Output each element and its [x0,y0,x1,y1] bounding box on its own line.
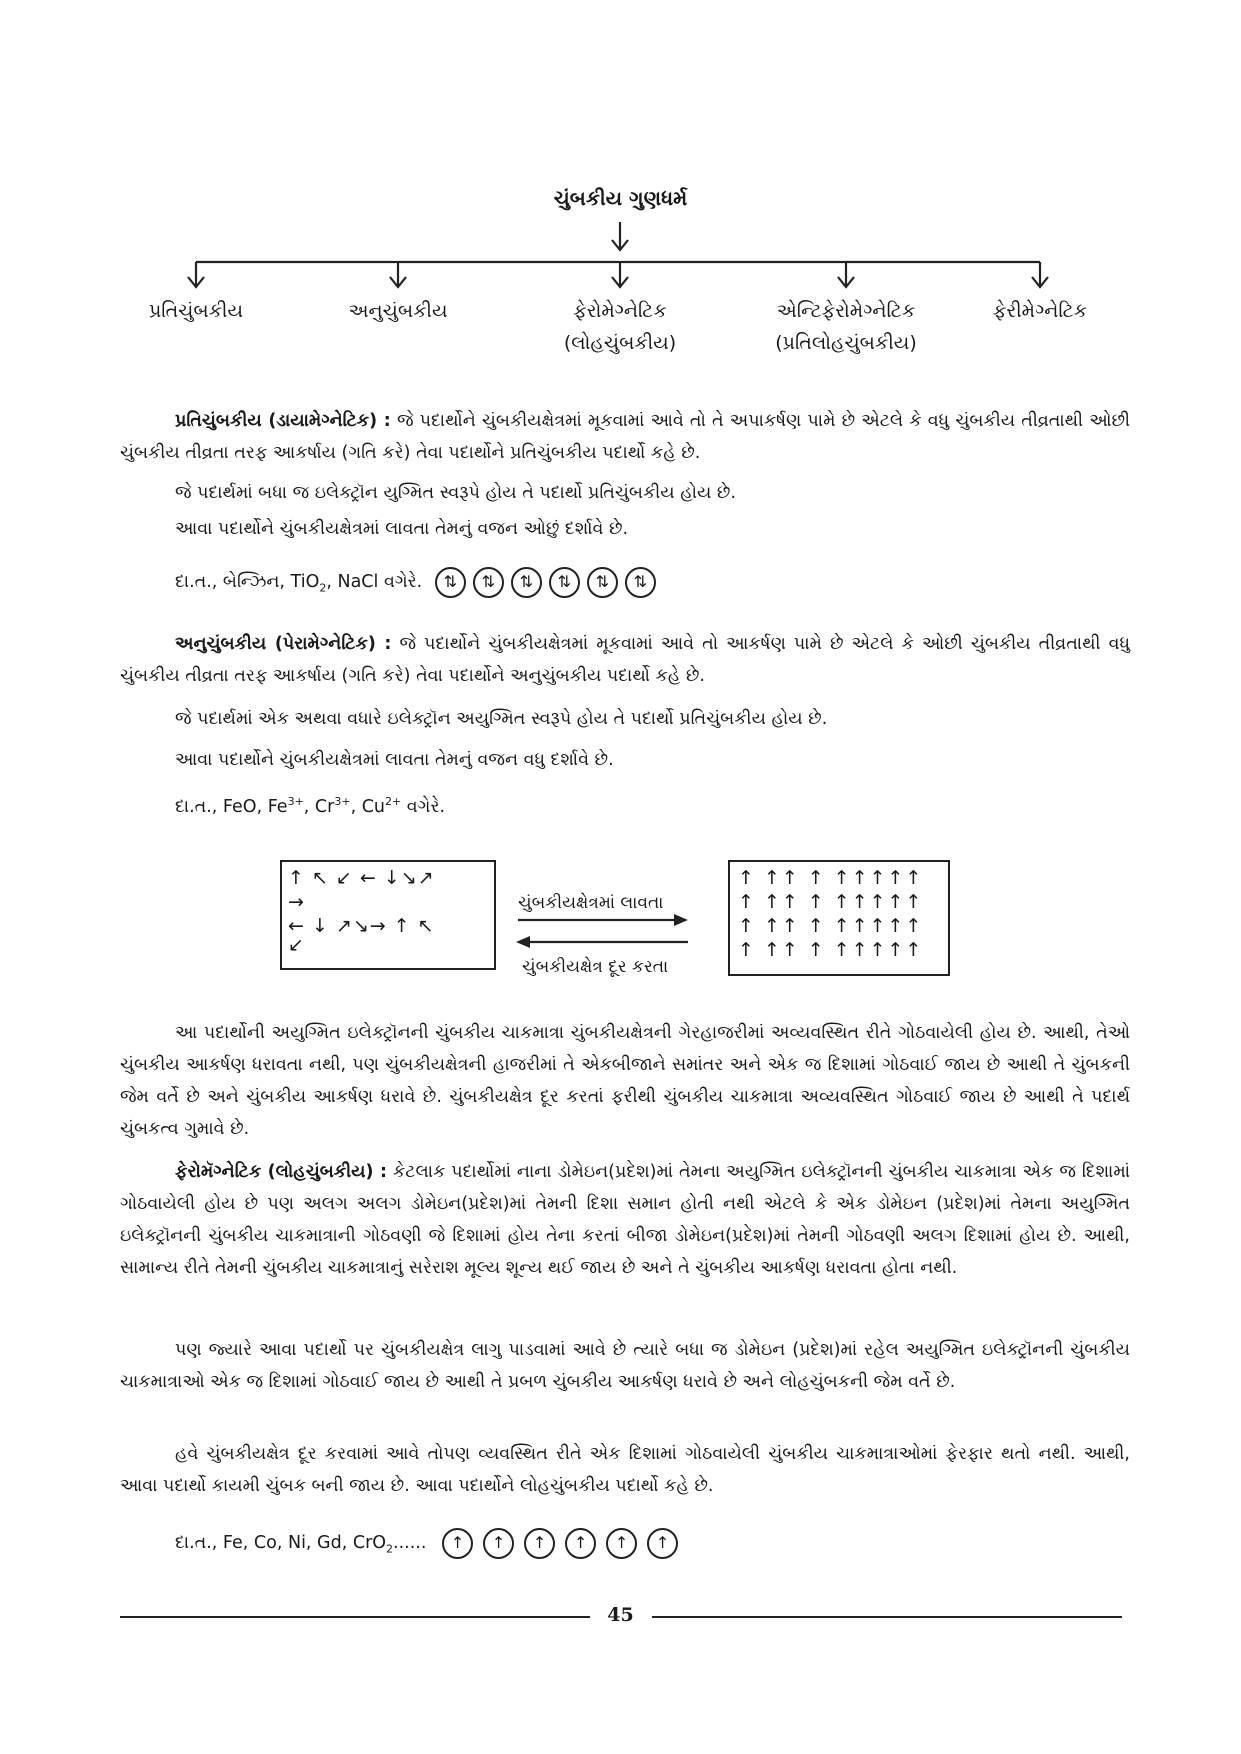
paired-spin-icon: ⇅ [549,567,580,598]
ferromagnetic-paragraph-2: પણ જ્યારે આવા પદાર્થો પર ચુંબકીયક્ષેત્ર લાગુ પાડવામાં આવે છે ત્યારે બધા જ ડોમેઇન (પ્રદેશ)માં રહેલ અયુગ્મિત ઇલેક્ટ્રૉનની ચુંબકીય ચાકમાત્રાઓ એક જ દિશામાં ગોઠવાઈ જાય છે આથી તે પ્રબળ ચુંબકીય આકર્ષણ ધરાવે છે અને લોહચુંબકની જેમ વર્તે છે. [120,1340,1130,1392]
up-spin-icon: ↑ [524,1528,555,1559]
paired-spin-icon: ⇅ [435,567,466,598]
category-ferrimagnetic: ફેરીમેગ્નેટિક [992,300,1088,322]
category-antiferromagnetic: એન્ટિફેરોમેગ્નેટિક (પ્રતિલોહચુંબકીય) [775,300,917,354]
paramagnetic-example: દા.ત., FeO, $Fe^{3+}$, $Cr^{3+}$, $Cu^{2+}$ વગેરે. [175,795,446,817]
paired-spin-icon: ⇅ [473,567,504,598]
paramagnetic-line-1: જે પદાર્થમાં એક અથવા વધારે ઇલેક્ટ્રૉન અયુગ્મિત સ્વરૂપે હોય તે પદાર્થો પ્રતિચુંબકીય હોય છે. [175,709,828,729]
ferromagnetic-example: દા.ત., Fe, Co, Ni, Gd, CrO$_2$...... ↑ ↑ ↑ ↑ ↑ ↑ [175,1527,678,1566]
up-spin-icon: ↑ [606,1528,637,1559]
tree-connectors [0,0,1241,300]
diamagnetic-paragraph: પ્રતિચુંબકીય (ડાયામેગ્નેટિક) : જે પદાર્થોને ચુંબકીયક્ષેત્રમાં મૂકવામાં આવે તો તે અપાકર્ષણ પામે છે એટલે કે વધુ ચુંબકીય તીવ્રતાથી ઓછી ચુંબકીય તીવ્રતા તરફ આકર્ષાય (ગતિ કરે) તેવા પદાર્થોને પ્રતિચુંબકીય પદાર્થો કહે છે. [120,411,1130,463]
ferromagnetic-paragraph-1: ફેરોમૅગ્નેટિક (લોહચુંબકીય) : કેટલાક પદાર્થોમાં નાના ડોમેઇન(પ્રદેશ)માં તેમના અયુગ્મિત ઇલેક્ટ્રૉનની ચુંબકીય ચાકમાત્રા એક જ દિશામાં ગોઠવાયેલી હોય છે પણ અલગ અલગ ડોમેઇન(પ્રદેશ)માં તેમની દિશા સમાન હોતી નથી એટલે કે એક ડોમેઇન (પ્રદેશ)માં તેમના અયુગ્મિત ઇલેક્ટ્રૉનની ચુંબકીય ચાકમાત્રાની ગોઠવણી જે દિશામાં હોય તેના કરતાં બીજા ડોમેઇન(પ્રદેશ)માં તેમની ગોઠવણી અલગ દિશામાં હોય છે. આથી, સામાન્ય રીતે તેમની ચુંબકીય ચાકમાત્રાનું સરેરાશ મૂલ્ય શૂન્ય થઈ જાય છે અને તે ચુંબકીય આકર્ષણ ધરાવતા હોતા નથી. [120,1162,1130,1278]
paired-spin-icon: ⇅ [587,567,618,598]
diamagnetic-line-1: જે પદાર્થમાં બધા જ ઇલેક્ટ્રૉન યુગ્મિત સ્વરૂપે હોય તે પદાર્થો પ્રતિચુંબકીય હોય છે. [175,483,737,503]
paired-spin-icon: ⇅ [511,567,542,598]
page-number: 45 [607,1604,634,1626]
ferromagnetic-heading: ફેરોમૅગ્નેટિક (લોહચુંબકીય) : [175,1162,387,1182]
category-ferromagnetic: ફેરોમેગ્નેટિક (લોહચુંબકીય) [563,300,677,354]
ferromagnetic-paragraph-3: હવે ચુંબકીયક્ષેત્ર દૂર કરવામાં આવે તોપણ વ્યવસ્થિત રીતે એક દિશામાં ગોઠવાયેલી ચુંબકીય ચાકમાત્રાઓમાં ફેરફાર થતો નથી. આથી, આવા પદાર્થો કાયમી ચુંબક બની જાય છે. આવા પદાર્થોને લોહચુંબકીય પદાર્થો કહે છે. [120,1444,1130,1496]
footer-rule-right [652,1616,1122,1618]
paramagnetic-heading: અનુચુંબકીય (પેરામેગ્નેટિક) : [175,634,392,654]
paired-spin-icon: ⇅ [625,567,656,598]
apply-field-label: ચુંબકીયક્ષેત્રમાં લાવતા [518,893,664,913]
paramagnetic-paragraph: અનુચુંબકીય (પેરામેગ્નેટિક) : જે પદાર્થોને ચુંબકીયક્ષેત્રમાં મૂકવામાં આવે તો આકર્ષણ પામે છે એટલે કે ઓછી ચુંબકીય તીવ્રતાથી વધુ ચુંબકીય તીવ્રતા તરફ આકર્ષાય (ગતિ કરે) તેવા પદાર્થોને અનુચુંબકીય પદાર્થો કહે છે. [120,634,1130,686]
diamagnetic-line-2: આવા પદાર્થોને ચુંબકીયક્ષેત્રમાં લાવતા તેમનું વજન ઓછું દર્શાવે છે. [175,519,629,539]
up-spin-icon: ↑ [483,1528,514,1559]
aligned-spins-box: ↑ ↑↑ ↑ ↑↑↑↑↑ ↑ ↑↑ ↑ ↑↑↑↑↑ ↑ ↑↑ ↑ ↑↑↑↑↑ ↑ ↑↑ ↑ ↑↑↑↑↑ [728,860,950,976]
paired-spin-circles [428,572,656,592]
category-diamagnetic: પ્રતિચુંબકીય [148,300,244,322]
category-paramagnetic: અનુચુંબકીય [348,300,448,322]
random-spins-box: ↑ ↖ ↙ ← ↓↘↗ → ← ↓ ↗↘→ ↑ ↖ ↙ [280,860,496,970]
diamagnetic-heading: પ્રતિચુંબકીય (ડાયામેગ્નેટિક) : [175,411,391,431]
tree-title: ચુંબકીય ગુણધર્મ [553,186,688,210]
up-spin-icon: ↑ [442,1528,473,1559]
field-arrows [512,910,692,950]
diamagnetic-example: દા.ત., બેન્ઝિન, TiO$_2$, NaCl વગેરે. ⇅ ⇅ ⇅ ⇅ ⇅ ⇅ [175,566,656,605]
paramagnetic-line-2: આવા પદાર્થોને ચુંબકીયક્ષેત્રમાં લાવતા તેમનું વજન વધુ દર્શાવે છે. [175,750,614,770]
up-spin-icon: ↑ [565,1528,596,1559]
up-spin-icon: ↑ [647,1528,678,1559]
remove-field-label: ચુંબકીયક્ષેત્ર દૂર કરતા [522,957,669,977]
aligned-spin-circles [432,1533,678,1553]
alignment-paragraph: આ પદાર્થોની અયુગ્મિત ઇલેક્ટ્રૉનની ચુંબકીય ચાકમાત્રા ચુંબકીયક્ષેત્રની ગેરહાજરીમાં અવ્યવસ્થિત રીતે ગોઠવાયેલી હોય છે. આથી, તેઓ ચુંબકીય આકર્ષણ ધરાવતા નથી, પણ ચુંબકીયક્ષેત્રની હાજરીમાં તે એકબીજાને સમાંતર અને એક જ દિશામાં ગોઠવાઈ જાય છે આથી તે ચુંબકની જેમ વર્તે છે અને ચુંબકીય આકર્ષણ ધરાવે છે. ચુંબકીયક્ષેત્ર દૂર કરતાં ફરીથી ચુંબકીય ચાકમાત્રા અવ્યવસ્થિત ગોઠવાઈ જાય છે આથી તે પદાર્થ ચુંબકત્વ ગુમાવે છે. [120,1023,1130,1139]
